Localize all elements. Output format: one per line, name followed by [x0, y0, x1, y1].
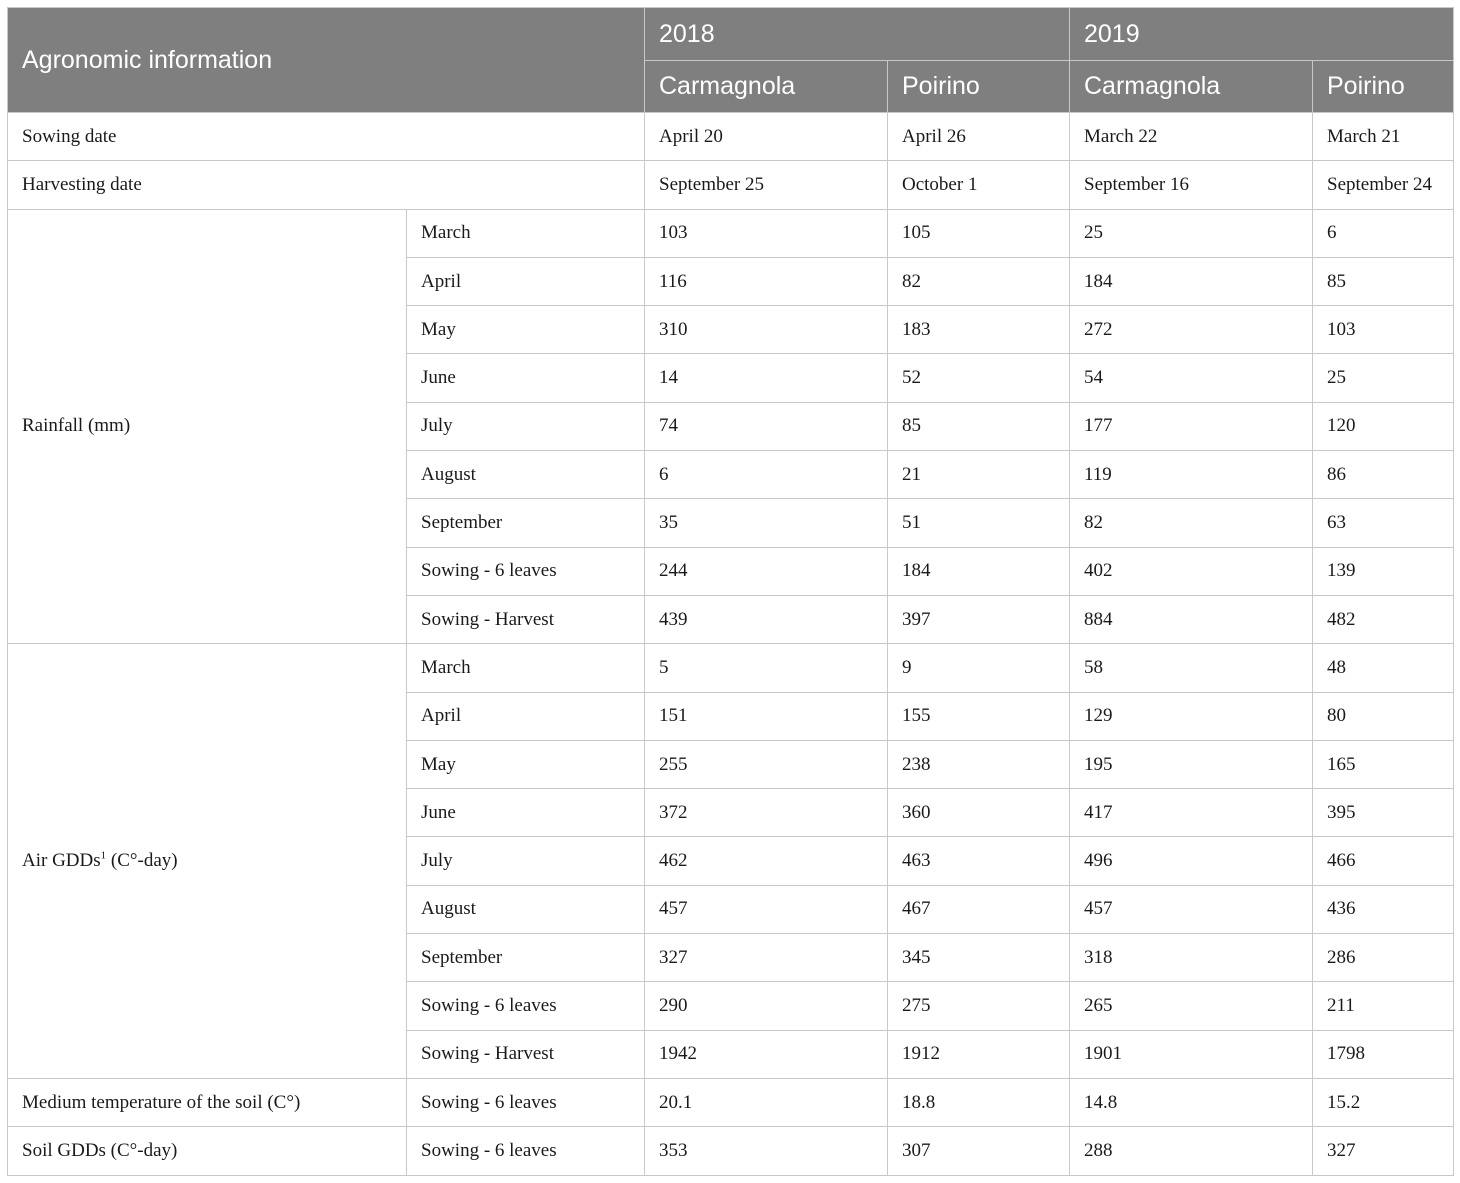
table-cell: 417 — [1070, 789, 1313, 837]
table-cell: 63 — [1313, 499, 1454, 547]
table-cell: 439 — [645, 595, 888, 643]
row-label-soil-gdds: Soil GDDs (C°-day) — [8, 1127, 407, 1175]
table-cell: 54 — [1070, 354, 1313, 402]
period-label: Sowing - 6 leaves — [407, 547, 645, 595]
table-cell: 15.2 — [1313, 1078, 1454, 1126]
table-cell: 120 — [1313, 402, 1454, 450]
table-cell: 244 — [645, 547, 888, 595]
table-row — [8, 644, 1454, 692]
table-cell: 82 — [888, 257, 1070, 305]
table-cell: September 25 — [645, 161, 888, 209]
table-cell: 288 — [1070, 1127, 1313, 1175]
table-cell: 18.8 — [888, 1078, 1070, 1126]
row-label-harvesting-date: Harvesting date — [8, 161, 645, 209]
agronomic-table — [7, 7, 1454, 1176]
table-cell: 466 — [1313, 837, 1454, 885]
table-cell: 310 — [645, 306, 888, 354]
table-cell: 1901 — [1070, 1030, 1313, 1078]
air-gdds-label-text: Air GDDs — [22, 850, 101, 872]
period-label: April — [407, 692, 645, 740]
table-cell: 272 — [1070, 306, 1313, 354]
table-cell: 353 — [645, 1127, 888, 1175]
period-label: September — [407, 499, 645, 547]
group-label-rainfall: Rainfall (mm) — [8, 209, 407, 644]
table-cell: April 26 — [888, 113, 1070, 161]
period-label: Sowing - 6 leaves — [407, 982, 645, 1030]
table-cell: 255 — [645, 740, 888, 788]
table-cell: 318 — [1070, 934, 1313, 982]
table-cell: 6 — [645, 451, 888, 499]
table-cell: 74 — [645, 402, 888, 450]
table-cell: 307 — [888, 1127, 1070, 1175]
table-cell: 21 — [888, 451, 1070, 499]
period-label: May — [407, 740, 645, 788]
table-cell: 275 — [888, 982, 1070, 1030]
group-label-air-gdds — [8, 644, 407, 1079]
period-label: Sowing - Harvest — [407, 595, 645, 643]
table-cell: March 22 — [1070, 113, 1313, 161]
period-label: March — [407, 209, 645, 257]
table-row — [8, 209, 1454, 257]
table-cell: 177 — [1070, 402, 1313, 450]
table-cell: 195 — [1070, 740, 1313, 788]
period-label: July — [407, 837, 645, 885]
table-cell: 14 — [645, 354, 888, 402]
table-cell: 482 — [1313, 595, 1454, 643]
table-cell: 1942 — [645, 1030, 888, 1078]
table-cell: 345 — [888, 934, 1070, 982]
table-cell: 463 — [888, 837, 1070, 885]
table-cell: 165 — [1313, 740, 1454, 788]
table-cell: 457 — [645, 885, 888, 933]
table-cell: 103 — [645, 209, 888, 257]
table-cell: 1912 — [888, 1030, 1070, 1078]
table-cell: 238 — [888, 740, 1070, 788]
table-cell: 116 — [645, 257, 888, 305]
table-cell: September 24 — [1313, 161, 1454, 209]
table-cell: 467 — [888, 885, 1070, 933]
table-cell: 25 — [1313, 354, 1454, 402]
table-cell: 139 — [1313, 547, 1454, 595]
period-label: Sowing - 6 leaves — [407, 1127, 645, 1175]
table-cell: 462 — [645, 837, 888, 885]
table-cell: 85 — [888, 402, 1070, 450]
header-location-poirino-2019: Poirino — [1313, 61, 1454, 113]
table-cell: 286 — [1313, 934, 1454, 982]
table-cell: October 1 — [888, 161, 1070, 209]
table-cell: March 21 — [1313, 113, 1454, 161]
period-label: Sowing - 6 leaves — [407, 1078, 645, 1126]
table-cell: 58 — [1070, 644, 1313, 692]
table-cell: 184 — [888, 547, 1070, 595]
table-cell: 151 — [645, 692, 888, 740]
period-label: July — [407, 402, 645, 450]
table-cell: 372 — [645, 789, 888, 837]
table-cell: 85 — [1313, 257, 1454, 305]
header-location-poirino-2018: Poirino — [888, 61, 1070, 113]
table-cell: 48 — [1313, 644, 1454, 692]
table-cell: 155 — [888, 692, 1070, 740]
row-label-sowing-date: Sowing date — [8, 113, 645, 161]
table-cell: 395 — [1313, 789, 1454, 837]
table-cell: 884 — [1070, 595, 1313, 643]
table-cell: 436 — [1313, 885, 1454, 933]
table-cell: 183 — [888, 306, 1070, 354]
table-cell: 105 — [888, 209, 1070, 257]
period-label: June — [407, 354, 645, 402]
air-gdds-label-unit: (C°-day) — [106, 850, 178, 872]
table-cell: 25 — [1070, 209, 1313, 257]
header-year-2019: 2019 — [1070, 8, 1454, 61]
header-location-carmagnola-2019: Carmagnola — [1070, 61, 1313, 113]
table-cell: 402 — [1070, 547, 1313, 595]
table-cell: 211 — [1313, 982, 1454, 1030]
header-year-2018: 2018 — [645, 8, 1070, 61]
table-cell: 86 — [1313, 451, 1454, 499]
period-label: August — [407, 885, 645, 933]
table-cell: 80 — [1313, 692, 1454, 740]
table-cell: 397 — [888, 595, 1070, 643]
table-cell: September 16 — [1070, 161, 1313, 209]
table-row — [8, 113, 1454, 161]
header-location-carmagnola-2018: Carmagnola — [645, 61, 888, 113]
period-label: May — [407, 306, 645, 354]
table-row — [8, 161, 1454, 209]
header-agronomic-information: Agronomic information — [8, 8, 645, 113]
table-cell: 9 — [888, 644, 1070, 692]
period-label: April — [407, 257, 645, 305]
table-cell: 290 — [645, 982, 888, 1030]
period-label: March — [407, 644, 645, 692]
table-cell: 327 — [645, 934, 888, 982]
table-cell: 119 — [1070, 451, 1313, 499]
period-label: August — [407, 451, 645, 499]
table-cell: 1798 — [1313, 1030, 1454, 1078]
table-cell: 457 — [1070, 885, 1313, 933]
table-row — [8, 1127, 1454, 1175]
table-cell: 327 — [1313, 1127, 1454, 1175]
table-cell: 129 — [1070, 692, 1313, 740]
table-cell: 184 — [1070, 257, 1313, 305]
table-cell: 14.8 — [1070, 1078, 1313, 1126]
table-cell: 82 — [1070, 499, 1313, 547]
table-cell: 35 — [645, 499, 888, 547]
period-label: September — [407, 934, 645, 982]
table-row — [8, 1078, 1454, 1126]
table-cell: 103 — [1313, 306, 1454, 354]
table-cell: 265 — [1070, 982, 1313, 1030]
table-cell: 496 — [1070, 837, 1313, 885]
period-label: Sowing - Harvest — [407, 1030, 645, 1078]
table-cell: 51 — [888, 499, 1070, 547]
table-cell: 6 — [1313, 209, 1454, 257]
footnote-marker: 1 — [100, 849, 107, 862]
table-cell: April 20 — [645, 113, 888, 161]
table-cell: 5 — [645, 644, 888, 692]
row-label-soil-temperature: Medium temperature of the soil (C°) — [8, 1078, 407, 1126]
period-label: June — [407, 789, 645, 837]
table-cell: 360 — [888, 789, 1070, 837]
table-cell: 20.1 — [645, 1078, 888, 1126]
table-cell: 52 — [888, 354, 1070, 402]
